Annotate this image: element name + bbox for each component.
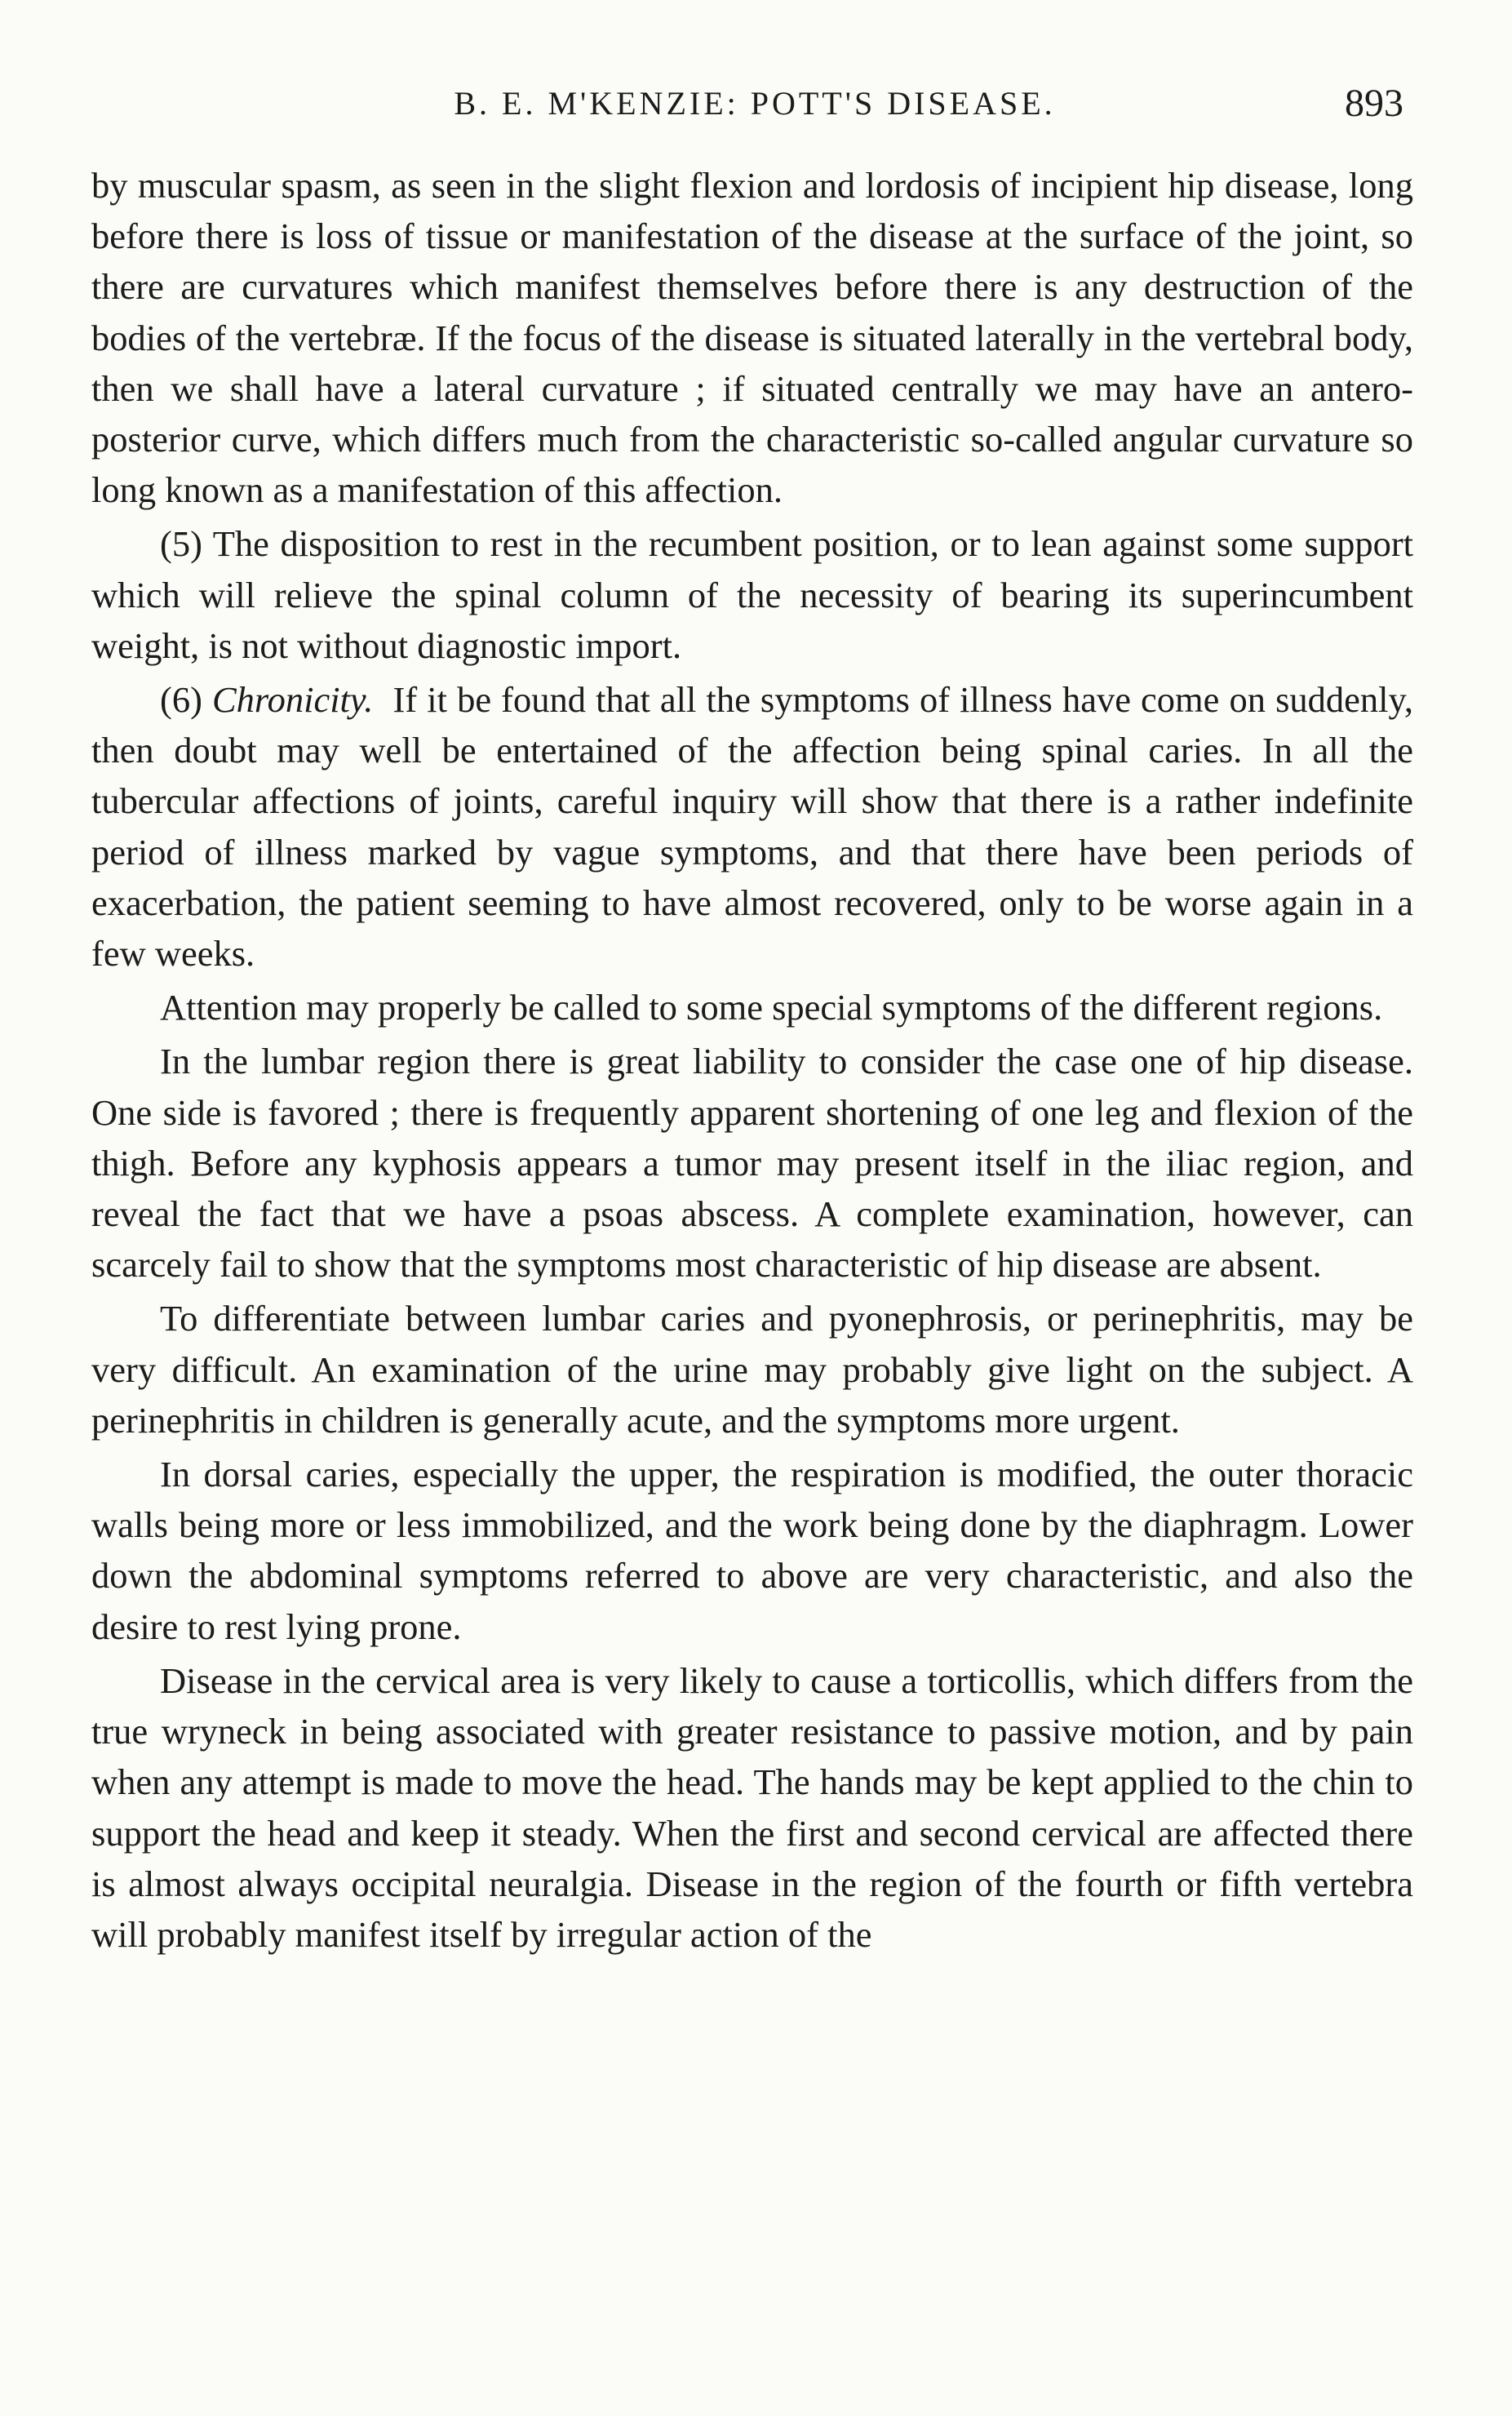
page-number: 893 xyxy=(1345,82,1403,125)
paragraph-text: In dorsal caries, especially the upper, the respiration is modified, the outer thoracic walls being more or less immobilized, and the work being done by the diaphragm. Lower down the abdominal symptoms referred to above are very characteristic, and also the desire to rest lying prone. xyxy=(91,1454,1413,1647)
paragraph-lumbar xyxy=(91,1036,1413,1290)
paragraph-text: The disposition to rest in the recumbent position, or to lean against some support which will relieve the spinal column of the necessity of bearing its superincumbent weight, is not without diagnostic import. xyxy=(91,523,1413,666)
point-label: (5) xyxy=(160,523,202,565)
running-head: B. E. M'KENZIE: POTT'S DISEASE. xyxy=(454,85,1056,122)
paragraph-attention xyxy=(91,982,1413,1033)
paragraph-text: In the lumbar region there is great liability to consider the case one of hip disease. One side is favored ; there is frequently apparent shortening of one leg and flexion of the thigh. Before any kyphosis appears a tumor may present itself in the iliac region, and reveal the fact that we have a psoas abscess. A complete examination, however, can scarcely fail to show that the symptoms most characteristic of hip disease are absent. xyxy=(91,1041,1413,1286)
paragraph-text: by muscular spasm, as seen in the slight flexion and lordosis of incipient hip disease, long before there is loss of tissue or manifestation of the disease at the surface of the joint, so there are curvatures which manifest themselves before there is any destruction of the bodies of the vertebræ. If the focus of the disease is situated laterally in the vertebral body, then we shall have a lateral curvature ; if situated centrally we may have an antero-posterior curve, which differs much from the characteristic so-called angular curvature so long known as a manifestation of this affection. xyxy=(91,165,1413,511)
point-label: (6) xyxy=(160,679,202,721)
paragraph-text: Disease in the cervical area is very likely to cause a torticollis, which differs from the true wryneck in being associated with greater resistance to passive motion, and by pain when any attempt is made to move the head. The hands may be kept applied to the chin to support the head and keep it steady. When the first and second cervical are affected there is almost always occipital neuralgia. Disease in the region of the fourth or fifth vertebra will probably manifest itself by irregular action of the xyxy=(91,1659,1413,1955)
paragraph-continued xyxy=(91,160,1413,515)
paragraph-cervical xyxy=(91,1655,1413,1960)
paragraph-point-5 xyxy=(91,518,1413,671)
section-title: Chronicity. xyxy=(211,679,374,721)
paragraph-differentiate xyxy=(91,1293,1413,1446)
paragraph-dorsal xyxy=(91,1449,1413,1652)
paragraph-point-6 xyxy=(91,674,1413,979)
body-text xyxy=(91,160,1413,1960)
paragraph-text: To differentiate between lumbar caries and pyonephrosis, or perinephritis, may be very difficult. An examination of the urine may probably give light on the subject. A perinephritis in children is generally acute, and the symptoms more urgent. xyxy=(91,1298,1413,1441)
paragraph-text: Attention may properly be called to some special symptoms of the different regions. xyxy=(160,987,1383,1028)
paragraph-text: If it be found that all the symptoms of illness have come on suddenly, then doubt may well be entertained of the affection being spinal caries. In all the tubercular affections of joints, careful inquiry will show that there is a rather indefinite period of illness marked by vague symptoms, and that there have been periods of exacerbation, the patient seeming to have almost recovered, only to be worse again in a few weeks. xyxy=(91,679,1414,975)
page-header xyxy=(90,75,1420,132)
